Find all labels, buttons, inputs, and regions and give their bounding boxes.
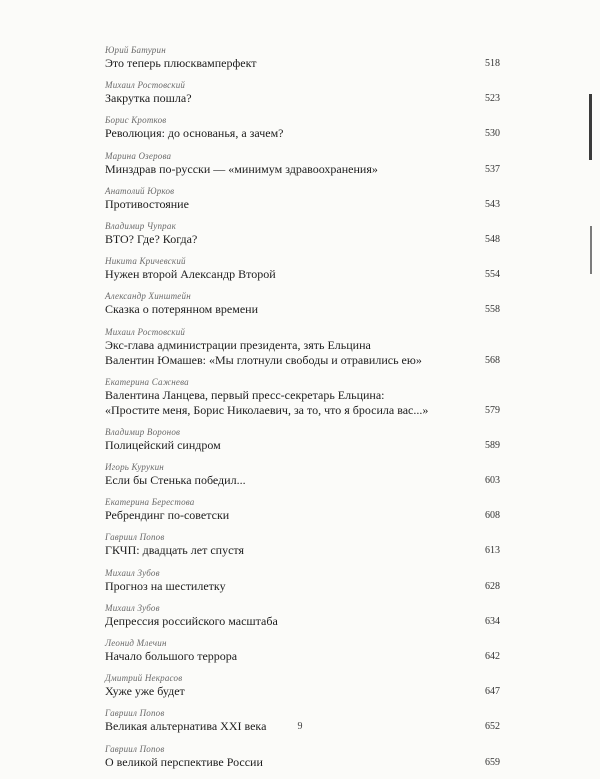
toc-title: Революция: до основанья, а зачем? — [105, 126, 284, 141]
toc-title: О великой перспективе России — [105, 754, 263, 769]
toc-page-number: 608 — [485, 510, 500, 522]
toc-entry — [105, 80, 500, 106]
toc-page-number: 589 — [485, 439, 500, 451]
toc-page-number: 554 — [485, 269, 500, 281]
toc-entry — [105, 377, 500, 418]
toc-page-number: 523 — [485, 93, 500, 105]
toc-entry — [105, 462, 500, 488]
toc-title: ВТО? Где? Когда? — [105, 231, 198, 246]
toc-author: Марина Озерова — [105, 150, 172, 161]
toc-author: Екатерина Берестова — [105, 497, 195, 508]
toc-entry — [105, 638, 500, 664]
toc-page-number: 530 — [485, 128, 500, 140]
toc-author: Анатолий Юрков — [105, 185, 175, 196]
toc-author: Михаил Зубов — [105, 567, 160, 578]
toc-author: Владимир Чупрак — [105, 220, 176, 231]
toc-title: Великая альтернатива XXI века — [105, 719, 267, 734]
toc-author: Никита Кричевский — [105, 256, 186, 267]
toc-entry — [105, 45, 500, 71]
toc-page-number: 603 — [485, 475, 500, 487]
toc-page-number: 613 — [485, 545, 500, 557]
toc-page-number: 647 — [485, 686, 500, 698]
toc-author: Владимир Воронов — [105, 426, 181, 437]
toc-title: Валентина Ланцева, первый пресс-секретарь Ельцина: — [105, 387, 385, 402]
toc-page-number: 659 — [485, 756, 500, 768]
toc-title: Ребрендинг по-советски — [105, 508, 230, 523]
toc-entry — [105, 256, 500, 282]
toc-entry — [105, 186, 500, 212]
toc-page-number: 543 — [485, 198, 500, 210]
toc-author: Михаил Ростовский — [105, 326, 186, 337]
toc-author: Александр Хинштейн — [105, 291, 191, 302]
toc-entry — [105, 115, 500, 141]
toc-title: «Простите меня, Борис Николаевич, за то, что я бросила вас...» — [105, 402, 429, 417]
toc-entry — [105, 427, 500, 453]
toc-author: Юрий Батурин — [105, 45, 166, 55]
toc-entry — [105, 497, 500, 523]
toc-title: Хуже уже будет — [105, 684, 185, 699]
toc-title: Сказка о потерянном времени — [105, 302, 259, 317]
toc-title: Валентин Юмашев: «Мы глотнули свободы и отравились ею» — [105, 352, 422, 367]
toc-author: Борис Кротков — [105, 115, 167, 126]
toc-title: Закрутка пошла? — [105, 91, 192, 106]
toc-author: Дмитрий Некрасов — [105, 673, 183, 684]
toc-entry — [105, 744, 500, 770]
table-of-contents — [105, 45, 500, 779]
toc-title: Депрессия российского масштаба — [105, 613, 278, 628]
toc-title: Полицейский синдром — [105, 437, 221, 452]
toc-entry — [105, 532, 500, 558]
toc-title: Это теперь плюсквамперфект — [105, 56, 257, 70]
toc-entry — [105, 568, 500, 594]
toc-entry — [105, 221, 500, 247]
toc-entry — [105, 151, 500, 177]
toc-title: Противостояние — [105, 196, 189, 211]
toc-title: Экс-глава администрации президента, зять Ельцина — [105, 337, 371, 352]
toc-title: ГКЧП: двадцать лет спустя — [105, 543, 245, 558]
toc-author: Екатерина Сажнева — [105, 376, 189, 387]
toc-page-number: 579 — [485, 404, 500, 416]
toc-page-number: 548 — [485, 233, 500, 245]
toc-page-number: 518 — [485, 58, 500, 69]
toc-entry — [105, 327, 500, 368]
toc-page-number: 568 — [485, 354, 500, 366]
page-edge-mark — [590, 226, 592, 274]
toc-author: Гавриил Попов — [105, 743, 165, 754]
toc-entry — [105, 291, 500, 317]
toc-entry — [105, 603, 500, 629]
toc-title: Начало большого террора — [105, 649, 238, 663]
toc-title: Нужен второй Александр Второй — [105, 267, 276, 282]
toc-author: Гавриил Попов — [105, 708, 165, 719]
toc-author: Гавриил Попов — [105, 532, 165, 543]
page-number: 9 — [297, 721, 303, 732]
page-edge-mark — [589, 94, 592, 160]
toc-title: Минздрав по-русски — «минимум здравоохранения» — [105, 161, 378, 176]
toc-page-number: 634 — [485, 615, 500, 627]
toc-entry — [105, 673, 500, 699]
toc-author: Михаил Ростовский — [105, 80, 186, 91]
toc-page-number: 537 — [485, 163, 500, 175]
toc-author: Леонид Млечин — [105, 638, 167, 648]
toc-page-number: 642 — [485, 651, 500, 662]
toc-title: Если бы Стенька победил... — [105, 473, 246, 488]
toc-author: Игорь Курукин — [105, 462, 164, 473]
toc-title: Прогноз на шестилетку — [105, 578, 226, 593]
toc-author: Михаил Зубов — [105, 602, 160, 613]
toc-page-number: 652 — [485, 721, 500, 733]
toc-page-number: 628 — [485, 580, 500, 592]
toc-page-number: 558 — [485, 304, 500, 316]
